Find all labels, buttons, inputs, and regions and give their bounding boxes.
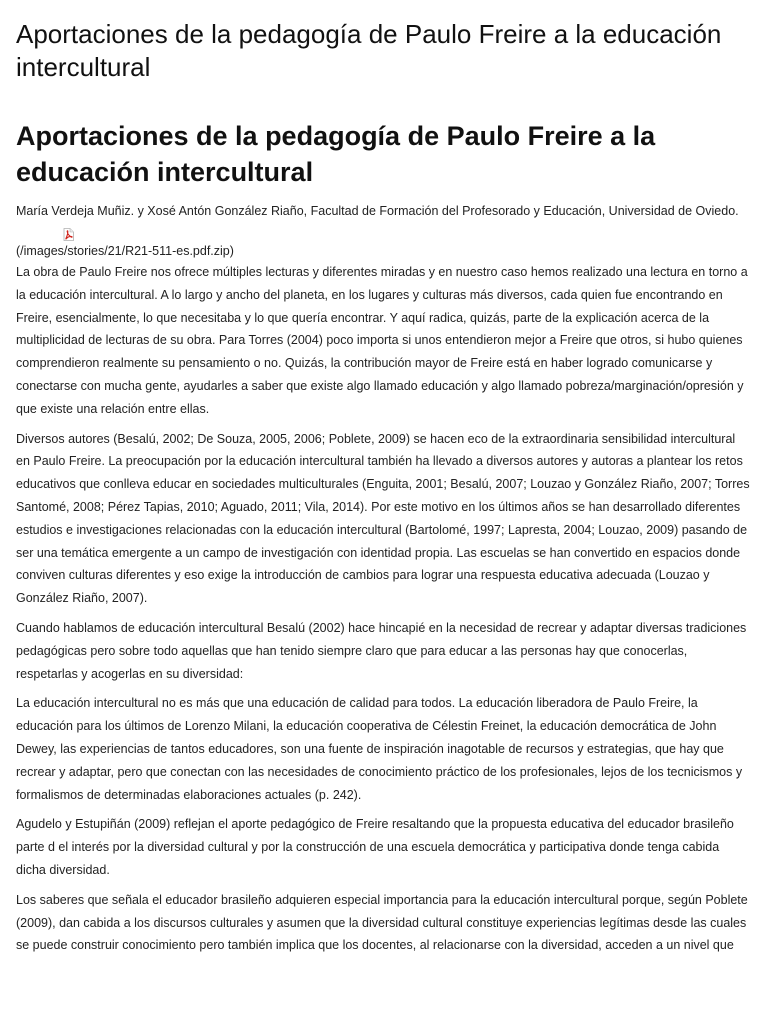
block-quote: La educación intercultural no es más que una educación de calidad para todos. La educación liberadora de Paulo Freire, la educación para los últimos de Lorenzo Milani, la educación cooperativa de Célestin Freinet, la educación democrática de John Dewey, las experiencias de tantos educadores, son una fuente de inspiración inagotable de recursos y estrategias, que hay que recrear y adaptar, pero que conectan con las necesidades de conocimiento práctico de los profesionales, lejos de los tecnicismos y formalismos de determinadas elaboraciones actuales (p. 242). bbox=[16, 696, 743, 802]
paragraph: Los saberes que señala el educador brasileño adquieren especial importancia para la educación intercultural porque, según Poblete (2009), dan cabida a los discursos culturales y asumen que la diversidad cultural constituye experiencias legítimas desde las cuales se puede construir conocimiento pero también implica que los docentes, al relacionarse con la diversidad, acceden a un nivel que bbox=[16, 892, 748, 953]
pdf-icon[interactable] bbox=[63, 228, 74, 241]
article-body bbox=[16, 261, 752, 957]
paragraph: Diversos autores (Besalú, 2002; De Souza, 2005, 2006; Poblete, 2009) se hacen eco de la extraordinaria sensibilidad intercultural en Paulo Freire. La preocupación por la educación intercultural también ha llevado a diversos autores y autoras a plantear los retos educativos que conlleva educar en sociedades multiculturales (Enguita, 2001; Besalú, 2007; Louzao y González Riaño, 2007; Torres Santomé, 2008; Pérez Tapias, 2010; Aguado, 2011; Vila, 2014). Por este motivo en los últimos años se han desarrollado diferentes estudios e investigaciones relacionadas con la educación intercultural (Bartolomé, 1997; Lapresta, 2004; Louzao, 2009) pasando de ser una temática emergente a un campo de investigación con identidad propia. Las escuelas se han convertido en espacios donde conviven culturas diferentes y eso exige la introducción de cambios para lograr una respuesta educativa adecuada (Louzao y González Riaño, 2007). bbox=[16, 431, 750, 606]
article-authors: María Verdeja Muñiz. y Xosé Antón González Riaño, Facultad de Formación del Profesorado y Educación, Universidad de Oviedo. bbox=[16, 204, 739, 218]
pdf-download-link[interactable]: (/images/stories/21/R21-511-es.pdf.zip) bbox=[16, 244, 234, 258]
paragraph: Cuando hablamos de educación intercultural Besalú (2002) hace hincapié en la necesidad de recrear y adaptar diversas tradiciones pedagógicas pero sobre todo aquellas que han tenido siempre claro que para educar a las personas hay que conocerlas, respetarlas y acogerlas en su diversidad: bbox=[16, 620, 747, 681]
pdf-attachment[interactable] bbox=[16, 228, 752, 260]
paragraph: La obra de Paulo Freire nos ofrece múltiples lecturas y diferentes miradas y en nuestro caso hemos realizado una lectura en torno a la educación intercultural. A lo largo y ancho del planeta, en los lugares y culturas más diversos, cada quien fue encontrando en Freire, esencialmente, lo que necesitaba y lo que quería encontrar. Y aquí radica, quizás, parte de la explicación acerca de la multiplicidad de lecturas de su obra. Para Torres (2004) poco importa si unos entendieron mejor a Freire que otros, si hubo quienes comprendieron realmente su pensamiento o no. Quizás, la contribución mayor de Freire está en haber logrado comunicarse y conectarse con mucha gente, ayudarles a saber que existe algo llamado educación y algo llamado pobreza/marginación/opresión y que existe una relación entre ellas. bbox=[16, 265, 748, 416]
document-title: Aportaciones de la pedagogía de Paulo Freire a la educación intercultural bbox=[16, 19, 722, 82]
article-title: Aportaciones de la pedagogía de Paulo Freire a la educación intercultural bbox=[16, 121, 656, 187]
paragraph: Agudelo y Estupiñán (2009) reflejan el aporte pedagógico de Freire resaltando que la propuesta educativa del educador brasileño parte d el interés por la diversidad cultural y por la construcción de una escuela democrática y participativa donde tenga cabida dicha diversidad. bbox=[16, 817, 734, 877]
